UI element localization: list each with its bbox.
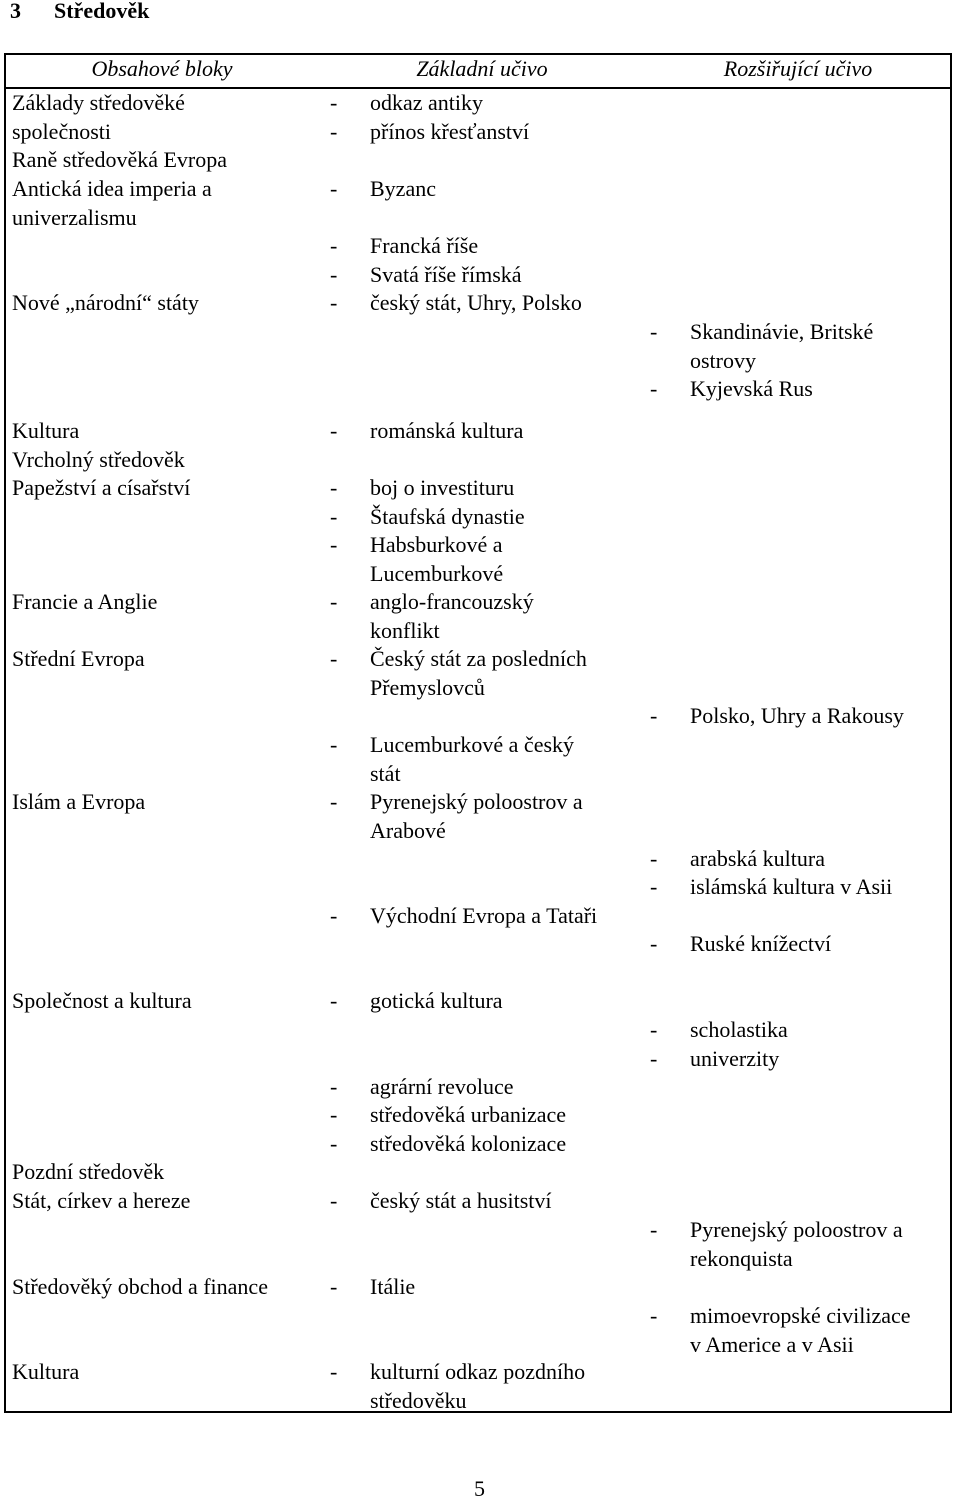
section-title: Středověk	[54, 0, 150, 23]
bullet-dash: -	[330, 1131, 338, 1156]
bullet-dash: -	[330, 290, 338, 315]
extended-curriculum-item	[690, 845, 825, 874]
item-line: Francie a Anglie	[12, 589, 158, 614]
item-line: scholastika	[690, 1017, 788, 1042]
item-line: Habsburkové a	[370, 532, 503, 557]
bullet-dash: -	[650, 1303, 658, 1328]
basic-curriculum-item	[370, 1073, 514, 1102]
section-number: 3	[10, 0, 21, 23]
item-line: Antická idea imperia a	[12, 176, 212, 201]
item-line: středověká urbanizace	[370, 1102, 567, 1127]
item-line: arabská kultura	[690, 846, 825, 871]
content-block-item	[12, 289, 199, 318]
header-extended: Rozšiřující učivo	[723, 56, 873, 81]
content-block-item	[12, 175, 212, 232]
extended-curriculum-item	[690, 375, 813, 404]
item-line: středověku	[370, 1387, 467, 1413]
item-line: Společnost a kultura	[12, 988, 192, 1013]
item-line: přínos křesťanství	[370, 119, 530, 144]
item-line: Kultura	[12, 1359, 80, 1384]
basic-curriculum-item	[370, 175, 436, 204]
bullet-dash: -	[330, 504, 338, 529]
bullet-dash: -	[330, 233, 338, 258]
bullet-dash: -	[330, 988, 338, 1013]
item-line: Ruské knížectví	[690, 931, 832, 956]
basic-curriculum-item	[370, 417, 523, 446]
basic-curriculum-item	[370, 902, 597, 931]
item-line: Základy středověké	[12, 90, 185, 115]
item-line: Papežství a císařství	[12, 475, 191, 500]
item-line: Štaufská dynastie	[370, 504, 525, 529]
bullet-dash: -	[330, 475, 338, 500]
item-line: Polsko, Uhry a Rakousy	[690, 703, 904, 728]
bullet-dash: -	[330, 1188, 338, 1213]
content-block-item	[12, 146, 227, 175]
item-line: rekonquista	[690, 1245, 793, 1271]
bullet-dash: -	[330, 90, 338, 115]
content-block-item	[12, 645, 145, 674]
content-block-item	[12, 446, 185, 475]
item-line: Vrcholný středověk	[12, 447, 185, 472]
bullet-dash: -	[330, 1274, 338, 1299]
bullet-dash: -	[650, 931, 658, 956]
bullet-dash: -	[330, 119, 338, 144]
content-block-item	[12, 1358, 79, 1387]
bullet-dash: -	[650, 1017, 658, 1042]
basic-curriculum-item	[370, 503, 525, 532]
header-basic: Základní učivo	[416, 56, 548, 81]
item-line: Stát, církev a hereze	[12, 1188, 191, 1213]
basic-curriculum-item	[370, 1101, 566, 1130]
bullet-dash: -	[650, 319, 658, 344]
item-line: Pyrenejský poloostrov a	[370, 789, 583, 814]
bullet-dash: -	[330, 903, 338, 928]
bullet-dash: -	[650, 1217, 658, 1242]
bullet-dash: -	[330, 176, 338, 201]
basic-curriculum-item	[370, 645, 587, 702]
content-block-item	[12, 987, 192, 1016]
item-line: ostrovy	[690, 347, 756, 373]
extended-curriculum-item	[690, 873, 892, 902]
item-line: Východní Evropa a Tataři	[370, 903, 598, 928]
content-block-item	[12, 1187, 190, 1216]
item-line: odkaz antiky	[370, 90, 484, 115]
basic-curriculum-item	[370, 232, 478, 261]
basic-curriculum-item	[370, 118, 529, 147]
item-line: Střední Evropa	[12, 646, 145, 671]
item-line: Kyjevská Rus	[690, 376, 813, 401]
extended-curriculum-item	[690, 930, 831, 959]
item-line: Lucemburkové	[370, 560, 504, 586]
item-line: Islám a Evropa	[12, 789, 146, 814]
item-line: gotická kultura	[370, 988, 503, 1013]
item-line: agrární revoluce	[370, 1074, 514, 1099]
item-line: Arabové	[370, 817, 446, 843]
item-line: univerzity	[690, 1046, 780, 1071]
bullet-dash: -	[330, 646, 338, 671]
basic-curriculum-item	[370, 261, 522, 290]
item-line: společnosti	[12, 118, 111, 144]
bullet-dash: -	[650, 846, 658, 871]
item-line: Pozdní středověk	[12, 1159, 165, 1184]
item-line: Skandinávie, Britské	[690, 319, 874, 344]
bullet-dash: -	[330, 262, 338, 287]
bullet-dash: -	[330, 1102, 338, 1127]
item-line: Svatá říše římská	[370, 262, 522, 287]
bullet-dash: -	[650, 376, 658, 401]
extended-curriculum-item	[690, 318, 873, 375]
item-line: Český stát za posledních	[370, 646, 587, 671]
bullet-dash: -	[650, 1046, 658, 1071]
basic-curriculum-item	[370, 588, 534, 645]
bullet-dash: -	[330, 789, 338, 814]
basic-curriculum-item	[370, 531, 503, 588]
page-number: 5	[474, 1476, 485, 1501]
item-line: boj o investituru	[370, 475, 515, 500]
item-line: islámská kultura v Asii	[690, 874, 893, 899]
content-block-item	[12, 1273, 268, 1302]
content-block-item	[12, 1158, 164, 1187]
item-line: Nové „národní“ státy	[12, 290, 199, 315]
item-line: anglo-francouzský	[370, 589, 534, 614]
extended-curriculum-item	[690, 1045, 779, 1074]
extended-curriculum-item	[690, 1302, 911, 1359]
content-block-item	[12, 788, 145, 817]
header-blocks: Obsahové bloky	[91, 56, 233, 81]
bullet-dash: -	[330, 732, 338, 757]
basic-curriculum-item	[370, 474, 514, 503]
item-line: Přemyslovců	[370, 674, 485, 700]
bullet-dash: -	[330, 1359, 338, 1384]
item-line: středověká kolonizace	[370, 1131, 567, 1156]
item-line: v Americe a v Asii	[690, 1331, 854, 1357]
item-line: konflikt	[370, 617, 440, 643]
bullet-dash: -	[330, 418, 338, 443]
extended-curriculum-item	[690, 702, 904, 731]
basic-curriculum-item	[370, 289, 582, 318]
basic-curriculum-item	[370, 1130, 566, 1159]
item-line: univerzalismu	[12, 204, 137, 230]
bullet-dash: -	[650, 874, 658, 899]
item-line: Kultura	[12, 418, 80, 443]
bullet-dash: -	[330, 532, 338, 557]
extended-curriculum-item	[690, 1016, 788, 1045]
item-line: český stát a husitství	[370, 1188, 552, 1213]
item-line: Itálie	[370, 1274, 416, 1299]
item-line: stát	[370, 760, 401, 786]
basic-curriculum-item	[370, 1187, 551, 1216]
item-line: Raně středověká Evropa	[12, 147, 228, 172]
item-line: Francká říše	[370, 233, 479, 258]
item-line: Lucemburkové a český	[370, 732, 575, 757]
extended-curriculum-item	[690, 1216, 903, 1273]
content-block-item	[12, 89, 185, 146]
item-line: Byzanc	[370, 176, 436, 201]
bullet-dash: -	[330, 1074, 338, 1099]
bullet-dash: -	[650, 703, 658, 728]
basic-curriculum-item	[370, 1358, 585, 1415]
item-line: Středověký obchod a finance	[12, 1274, 268, 1299]
basic-curriculum-item	[370, 1273, 415, 1302]
basic-curriculum-item	[370, 731, 574, 788]
item-line: český stát, Uhry, Polsko	[370, 290, 582, 315]
basic-curriculum-item	[370, 788, 583, 845]
content-block-item	[12, 417, 79, 446]
basic-curriculum-item	[370, 987, 503, 1016]
content-block-item	[12, 474, 190, 503]
content-block-item	[12, 588, 157, 617]
item-line: Pyrenejský poloostrov a	[690, 1217, 903, 1242]
item-line: románská kultura	[370, 418, 524, 443]
basic-curriculum-item	[370, 89, 483, 118]
bullet-dash: -	[330, 589, 338, 614]
item-line: kulturní odkaz pozdního	[370, 1359, 586, 1384]
item-line: mimoevropské civilizace	[690, 1303, 911, 1328]
section-heading	[10, 0, 149, 24]
